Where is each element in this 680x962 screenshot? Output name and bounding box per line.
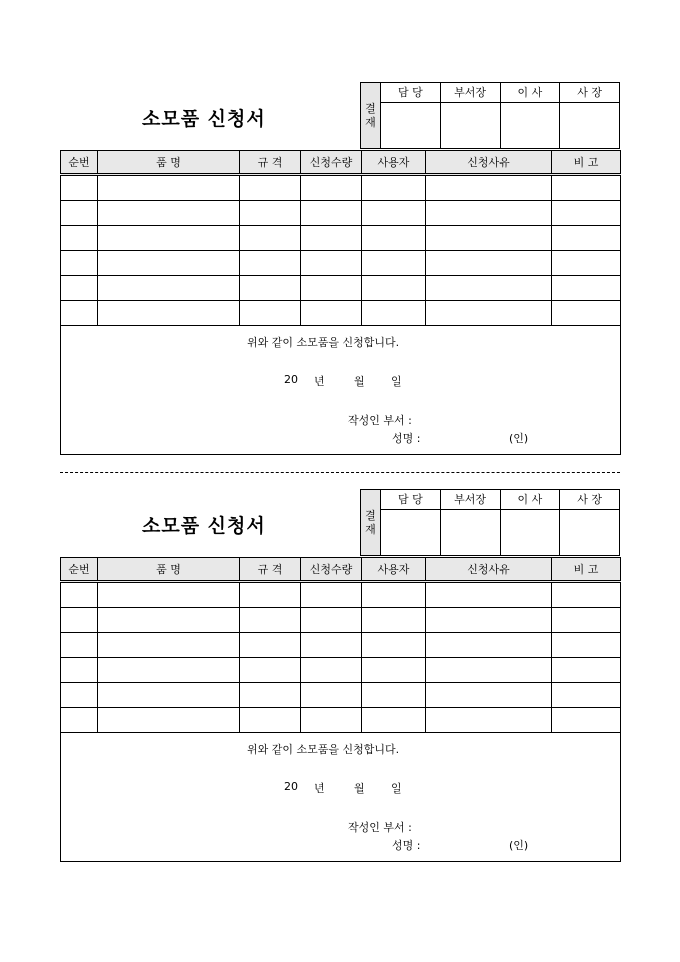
- col-header-qty: 신청수량: [301, 558, 362, 582]
- cell[interactable]: [301, 201, 362, 226]
- cell[interactable]: [61, 633, 98, 658]
- cell[interactable]: [98, 301, 240, 326]
- cell[interactable]: [362, 582, 426, 608]
- approval-sign-staff[interactable]: [381, 103, 441, 149]
- form-title: 소모품 신청서: [142, 108, 266, 130]
- table-row: [61, 276, 621, 301]
- form-header: [60, 82, 620, 150]
- form-footer: [61, 326, 621, 455]
- cell[interactable]: [240, 633, 301, 658]
- cell[interactable]: [426, 201, 552, 226]
- cut-line: [60, 472, 620, 473]
- seal-mark: (인): [509, 839, 529, 852]
- cell[interactable]: [301, 226, 362, 251]
- cell[interactable]: [362, 608, 426, 633]
- col-header-spec: 규 격: [240, 558, 301, 582]
- statement-text: 위와 같이 소모품을 신청합니다.: [247, 336, 400, 349]
- col-header-qty: 신청수량: [301, 151, 362, 175]
- approval-sign-director[interactable]: [500, 510, 560, 556]
- approval-role-staff: 담 당: [381, 490, 441, 510]
- cell[interactable]: [426, 683, 552, 708]
- cell[interactable]: [98, 226, 240, 251]
- writer-dept-label: 작성인 부서 :: [348, 821, 412, 834]
- table-row: [61, 226, 621, 251]
- cell[interactable]: [98, 276, 240, 301]
- approval-box: [360, 489, 620, 556]
- cell[interactable]: [552, 276, 621, 301]
- cell[interactable]: [240, 658, 301, 683]
- approval-label: 결 재: [361, 83, 381, 149]
- cell[interactable]: [552, 226, 621, 251]
- approval-role-manager: 부서장: [440, 83, 500, 103]
- cell[interactable]: [301, 582, 362, 608]
- cell[interactable]: [98, 608, 240, 633]
- writer-dept-label: 작성인 부서 :: [348, 414, 412, 427]
- table-row: [61, 708, 621, 733]
- cell[interactable]: [240, 226, 301, 251]
- col-header-item: 품 명: [98, 558, 240, 582]
- col-header-user: 사용자: [362, 558, 426, 582]
- table-row: [61, 582, 621, 608]
- cell[interactable]: [98, 708, 240, 733]
- form-title: 소모품 신청서: [142, 515, 266, 537]
- col-header-reason: 신청사유: [426, 558, 552, 582]
- date-year-unit: 년: [314, 782, 325, 795]
- cell[interactable]: [301, 708, 362, 733]
- seal-mark: (인): [509, 432, 529, 445]
- cell[interactable]: [301, 608, 362, 633]
- cell[interactable]: [426, 658, 552, 683]
- cell[interactable]: [240, 608, 301, 633]
- approval-role-ceo: 사 장: [560, 83, 620, 103]
- cell[interactable]: [426, 633, 552, 658]
- cell[interactable]: [301, 633, 362, 658]
- cell[interactable]: [61, 608, 98, 633]
- cell[interactable]: [240, 201, 301, 226]
- table-row: [61, 633, 621, 658]
- cell[interactable]: [362, 301, 426, 326]
- cell[interactable]: [426, 608, 552, 633]
- cell[interactable]: [552, 582, 621, 608]
- approval-sign-staff[interactable]: [381, 510, 441, 556]
- request-form-1: [60, 82, 620, 455]
- approval-role-ceo: 사 장: [560, 490, 620, 510]
- approval-sign-manager[interactable]: [440, 103, 500, 149]
- cell[interactable]: [61, 175, 98, 201]
- approval-role-director: 이 사: [500, 83, 560, 103]
- cell[interactable]: [61, 708, 98, 733]
- cell[interactable]: [426, 251, 552, 276]
- cell[interactable]: [61, 658, 98, 683]
- cell[interactable]: [426, 708, 552, 733]
- cell[interactable]: [552, 658, 621, 683]
- form-footer: [61, 733, 621, 862]
- cell[interactable]: [362, 683, 426, 708]
- cell[interactable]: [426, 276, 552, 301]
- table-row: [61, 658, 621, 683]
- approval-box: [360, 82, 620, 149]
- request-form-2: [60, 489, 620, 862]
- table-row: [61, 683, 621, 708]
- cell[interactable]: [362, 251, 426, 276]
- approval-sign-ceo[interactable]: [560, 510, 620, 556]
- date-year-unit: 년: [314, 375, 325, 388]
- date-month-unit: 월: [354, 375, 365, 388]
- cell[interactable]: [301, 301, 362, 326]
- cell[interactable]: [301, 276, 362, 301]
- items-table: [60, 150, 621, 455]
- table-row: [61, 175, 621, 201]
- cell[interactable]: [98, 251, 240, 276]
- cell[interactable]: [362, 175, 426, 201]
- writer-name-label: 성명 :: [392, 839, 421, 852]
- cell[interactable]: [362, 658, 426, 683]
- approval-role-staff: 담 당: [381, 83, 441, 103]
- footer-row: [61, 326, 621, 455]
- cell[interactable]: [61, 251, 98, 276]
- cell[interactable]: [362, 226, 426, 251]
- cell[interactable]: [301, 658, 362, 683]
- table-row: [61, 301, 621, 326]
- cell[interactable]: [552, 608, 621, 633]
- approval-label: 결 재: [361, 490, 381, 556]
- col-header-no: 순번: [61, 151, 98, 175]
- cell[interactable]: [240, 276, 301, 301]
- cell[interactable]: [362, 633, 426, 658]
- cell[interactable]: [552, 201, 621, 226]
- cell[interactable]: [362, 201, 426, 226]
- statement-text: 위와 같이 소모품을 신청합니다.: [247, 743, 400, 756]
- col-header-user: 사용자: [362, 151, 426, 175]
- table-row: [61, 251, 621, 276]
- footer-row: [61, 733, 621, 862]
- cell[interactable]: [61, 201, 98, 226]
- cell[interactable]: [552, 708, 621, 733]
- table-header-row: [61, 151, 621, 175]
- cell[interactable]: [552, 683, 621, 708]
- cell[interactable]: [98, 201, 240, 226]
- cell[interactable]: [240, 301, 301, 326]
- cell[interactable]: [240, 683, 301, 708]
- cell[interactable]: [426, 582, 552, 608]
- cell[interactable]: [552, 301, 621, 326]
- cell[interactable]: [426, 226, 552, 251]
- cell[interactable]: [301, 175, 362, 201]
- cell[interactable]: [61, 683, 98, 708]
- cell[interactable]: [301, 683, 362, 708]
- cell[interactable]: [98, 658, 240, 683]
- cell[interactable]: [61, 276, 98, 301]
- approval-sign-manager[interactable]: [440, 510, 500, 556]
- date-year: 20: [284, 373, 298, 386]
- cell[interactable]: [362, 276, 426, 301]
- cell[interactable]: [301, 251, 362, 276]
- col-header-item: 품 명: [98, 151, 240, 175]
- date-month-unit: 월: [354, 782, 365, 795]
- approval-role-director: 이 사: [500, 490, 560, 510]
- col-header-note: 비 고: [552, 558, 621, 582]
- date-year: 20: [284, 780, 298, 793]
- col-header-note: 비 고: [552, 151, 621, 175]
- cell[interactable]: [240, 582, 301, 608]
- approval-sign-ceo[interactable]: [560, 103, 620, 149]
- col-header-spec: 규 격: [240, 151, 301, 175]
- cell[interactable]: [98, 175, 240, 201]
- cell[interactable]: [240, 708, 301, 733]
- approval-sign-director[interactable]: [500, 103, 560, 149]
- cell[interactable]: [426, 301, 552, 326]
- cell[interactable]: [362, 708, 426, 733]
- date-day-unit: 일: [391, 375, 402, 388]
- items-table: [60, 557, 621, 862]
- table-header-row: [61, 558, 621, 582]
- cell[interactable]: [61, 582, 98, 608]
- table-row: [61, 201, 621, 226]
- date-day-unit: 일: [391, 782, 402, 795]
- cell[interactable]: [98, 683, 240, 708]
- col-header-reason: 신청사유: [426, 151, 552, 175]
- cell[interactable]: [98, 633, 240, 658]
- form-header: [60, 489, 620, 557]
- cell[interactable]: [98, 582, 240, 608]
- table-row: [61, 608, 621, 633]
- cell[interactable]: [240, 251, 301, 276]
- cell[interactable]: [552, 175, 621, 201]
- writer-name-label: 성명 :: [392, 432, 421, 445]
- cell[interactable]: [61, 226, 98, 251]
- col-header-no: 순번: [61, 558, 98, 582]
- cell[interactable]: [552, 633, 621, 658]
- cell[interactable]: [552, 251, 621, 276]
- cell[interactable]: [240, 175, 301, 201]
- cell[interactable]: [426, 175, 552, 201]
- cell[interactable]: [61, 301, 98, 326]
- approval-role-manager: 부서장: [440, 490, 500, 510]
